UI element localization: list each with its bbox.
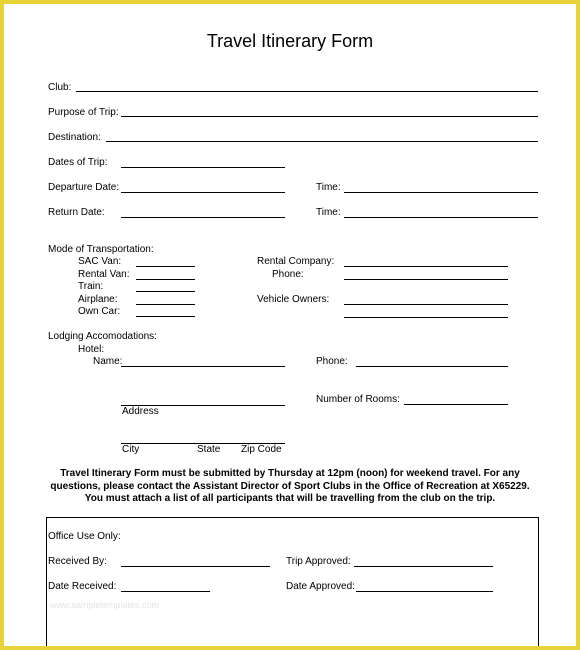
vehicle-owners-label: Vehicle Owners: (257, 294, 330, 305)
rental-van-label: Rental Van: (78, 269, 130, 280)
submission-notice (24, 468, 556, 506)
rental-van-line[interactable] (136, 279, 195, 280)
return-time-label: Time: (316, 207, 341, 218)
watermark: www.sampletemplates.com (50, 600, 160, 610)
vehicle-owners-line-1[interactable] (344, 304, 508, 305)
form-title: Travel Itinerary Form (206, 31, 374, 51)
received-by-line[interactable] (121, 566, 270, 567)
hotel-name-line[interactable] (121, 366, 285, 367)
zip-label: Zip Code (241, 444, 282, 455)
address-label: Address (122, 406, 159, 417)
departure-time-line[interactable] (344, 192, 538, 193)
date-approved-label: Date Approved: (286, 581, 355, 592)
dates-line[interactable] (121, 167, 285, 168)
airplane-line[interactable] (136, 304, 195, 305)
transport-heading: Mode of Transportation: (48, 244, 154, 255)
departure-time-label: Time: (316, 182, 341, 193)
city-label: City (122, 444, 140, 455)
rooms-label: Number of Rooms: (316, 394, 400, 405)
train-line[interactable] (136, 291, 195, 292)
return-date-line[interactable] (121, 217, 285, 218)
trip-approved-label: Trip Approved: (286, 556, 351, 567)
trip-approved-line[interactable] (354, 566, 493, 567)
sac-van-line[interactable] (136, 266, 195, 267)
departure-date-label: Departure Date: (48, 182, 120, 193)
form-page (4, 4, 576, 646)
return-time-line[interactable] (344, 217, 538, 218)
hotel-phone-line[interactable] (356, 366, 508, 367)
rental-company-label: Rental Company: (257, 256, 335, 267)
train-label: Train: (78, 281, 104, 292)
club-line[interactable] (76, 91, 538, 92)
purpose-line[interactable] (121, 116, 538, 117)
notice-line-3: You must attach a list of all participants that will be travelling from the club on the trip. (84, 493, 496, 504)
departure-date-line[interactable] (121, 192, 285, 193)
own-car-label: Own Car: (78, 306, 121, 317)
club-label: Club: (48, 82, 72, 93)
dates-label: Dates of Trip: (48, 157, 108, 168)
vehicle-owners-line-2[interactable] (344, 317, 508, 318)
airplane-label: Airplane: (78, 294, 118, 305)
destination-line[interactable] (106, 141, 538, 142)
office-use-heading: Office Use Only: (48, 531, 121, 542)
hotel-label: Hotel: (78, 344, 105, 355)
date-received-label: Date Received: (48, 581, 117, 592)
state-label: State (197, 444, 221, 455)
hotel-phone-label: Phone: (316, 356, 348, 367)
date-approved-line[interactable] (356, 591, 493, 592)
notice-line-2: questions, please contact the Assistant Director of Sport Clubs in the Office of Recreation at X65229. (50, 480, 530, 492)
rental-phone-line[interactable] (344, 279, 508, 280)
hotel-name-label: Name: (93, 356, 123, 367)
date-received-line[interactable] (121, 591, 210, 592)
notice-line-1: Travel Itinerary Form must be submitted by Thursday at 12pm (noon) for weekend travel. For any (60, 468, 520, 479)
return-date-label: Return Date: (48, 207, 105, 218)
purpose-label: Purpose of Trip: (48, 107, 119, 118)
rooms-line[interactable] (404, 404, 508, 405)
own-car-line[interactable] (136, 316, 195, 317)
lodging-heading: Lodging Accomodations: (48, 331, 157, 342)
rental-phone-label: Phone: (272, 269, 304, 280)
destination-label: Destination: (48, 132, 101, 143)
rental-company-line[interactable] (344, 266, 508, 267)
sac-van-label: SAC Van: (78, 256, 122, 267)
received-by-label: Received By: (48, 556, 107, 567)
